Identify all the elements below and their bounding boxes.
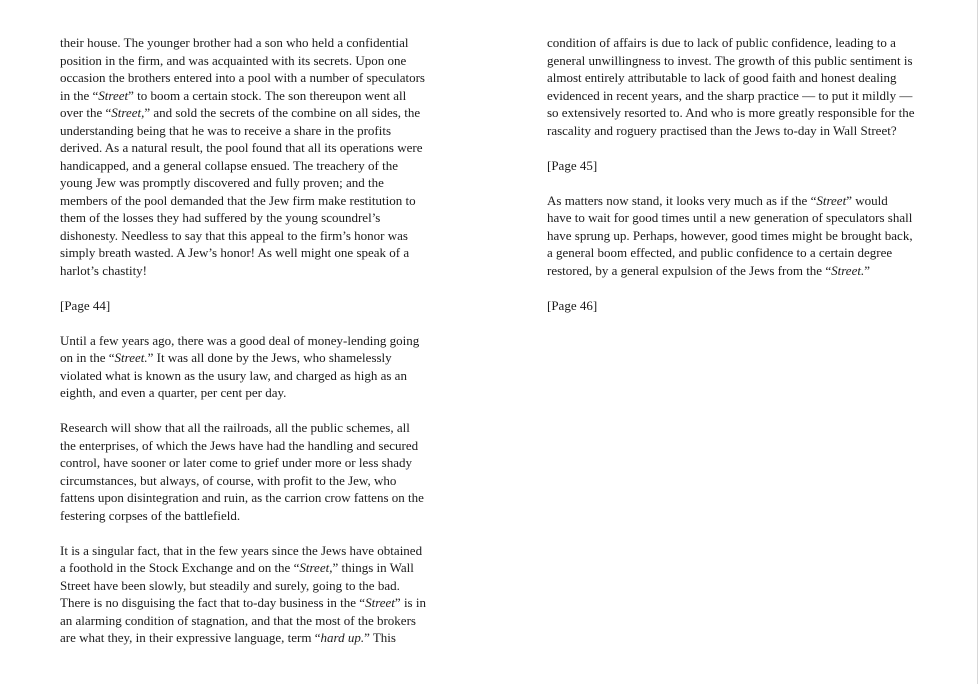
page-number-marker: [Page 44] (60, 297, 111, 313)
text-line (547, 227, 927, 245)
text-line (60, 192, 440, 210)
text-segment: evidenced in recent years, and the sharp practice — to put it mildly — (547, 87, 913, 103)
body-paragraph (60, 332, 440, 402)
text-segment: ” to boom a certain stock. The son thereupon went all (128, 87, 407, 103)
italic-text-segment: Street, (111, 105, 145, 120)
text-segment: ” and sold the secrets of the combine on all sides, the (144, 105, 421, 120)
text-line (60, 542, 440, 560)
text-line (547, 69, 927, 87)
right-page-column (547, 34, 927, 332)
text-line (60, 367, 440, 385)
text-line (60, 384, 440, 402)
text-segment: condition of affairs is due to lack of public confidence, leading to a (547, 35, 896, 50)
body-paragraph (547, 192, 927, 280)
text-line (60, 454, 440, 472)
text-line (60, 69, 440, 87)
text-line (60, 244, 440, 262)
italic-text-segment: Street (98, 87, 129, 103)
text-segment: a foothold in the Stock Exchange and on the “ (60, 560, 300, 575)
text-line (60, 122, 440, 140)
text-line (547, 262, 927, 280)
text-segment: a general boom effected, and public confidence to a certain degree (547, 245, 893, 260)
text-segment: on in the “ (60, 350, 115, 365)
italic-text-segment: Street (365, 595, 395, 610)
text-line (547, 52, 927, 70)
text-line (60, 559, 440, 577)
text-segment: Until a few years ago, there was a good deal of money-lending going (60, 332, 420, 348)
text-line (547, 244, 927, 262)
text-segment: ” is in (394, 595, 426, 610)
text-segment: There is no disguising the fact that to-day business in the “ (60, 595, 366, 610)
text-segment: occasion the brothers entered into a pool with a number of speculators (60, 70, 425, 85)
text-line (60, 437, 440, 455)
text-segment: have to wait for good times until a new generation of speculators shall (547, 210, 913, 225)
text-line (547, 209, 927, 227)
text-segment: over the “ (60, 105, 112, 120)
text-segment: general unwillingness to invest. The growth of this public sentiment is (547, 52, 913, 68)
text-segment: an alarming condition of stagnation, and that the most of the brokers (60, 612, 416, 628)
text-line (60, 612, 440, 630)
text-segment: are what they, in their expressive language, term “ (60, 630, 321, 645)
text-line (547, 87, 927, 105)
text-segment: eighth, and even a quarter, per cent per day. (60, 385, 287, 400)
text-segment: fattens upon disintegration and ruin, as the carrion crow fattens on the (60, 490, 424, 505)
text-segment: almost entirely attributable to lack of good faith and honest dealing (547, 70, 897, 85)
text-segment: dishonesty. Needless to say that this appeal to the firm’s honor was (60, 227, 408, 243)
text-segment: the enterprises, of which the Jews have had the handling and secured (60, 437, 419, 453)
page-number-marker: [Page 45] (547, 157, 598, 173)
text-line (60, 577, 440, 595)
text-line (60, 227, 440, 245)
text-segment: ” would (846, 192, 888, 208)
text-segment: It is a singular fact, that in the few years since the Jews have obtained (60, 542, 423, 558)
text-segment: them of the losses they had suffered by the young scoundrel’s (60, 210, 381, 225)
page-number-marker: [Page 46] (547, 297, 598, 313)
text-segment: in the “ (60, 87, 99, 103)
text-segment: their house. The younger brother had a son who held a confidential (60, 35, 409, 50)
text-segment: young Jew was promptly discovered and fully proven; and the (60, 175, 384, 190)
text-line (60, 262, 440, 280)
text-line (60, 332, 440, 350)
italic-text-segment: Street, (299, 560, 333, 575)
text-line (60, 174, 440, 192)
text-segment: ” This (364, 630, 396, 645)
left-page-column (60, 34, 440, 664)
body-paragraph (547, 34, 927, 139)
text-segment: understanding being that he was to receive a share in the profits (60, 122, 392, 138)
page-edge-divider (977, 0, 978, 684)
text-segment: so extensively resorted to. And who is more greatly responsible for the (547, 105, 915, 120)
text-line (60, 629, 440, 647)
text-line (60, 87, 440, 105)
text-segment: Street have been slowly, but steadily and surely, going to the bad. (60, 577, 400, 593)
text-segment: position in the firm, and was acquainted with its secrets. Upon one (60, 52, 407, 68)
text-segment: circumstances, but always, of course, with profit to the Jew, who (60, 472, 397, 488)
text-segment: Research will show that all the railroads, all the public schemes, all (60, 420, 410, 435)
text-line (547, 122, 927, 140)
text-segment: have sprung up. Perhaps, however, good times might be brought back, (547, 227, 913, 243)
text-line (60, 349, 440, 367)
text-segment: festering corpses of the battlefield. (60, 507, 241, 523)
text-segment: simply breath wasted. A Jew’s honor! As well might one speak of a (60, 245, 410, 260)
text-line (60, 594, 440, 612)
text-segment: ” (864, 262, 870, 278)
text-line (60, 489, 440, 507)
text-line (547, 192, 927, 210)
text-segment: handicapped, and a general collapse ensued. The treachery of the (60, 157, 398, 173)
italic-text-segment: Street (816, 192, 847, 208)
italic-text-segment: Street. (114, 350, 148, 365)
italic-text-segment: Street. (831, 262, 865, 278)
text-segment: ” It was all done by the Jews, who shamelessly (147, 350, 392, 365)
text-segment: rascality and roguery practised than the Jews to-day in Wall Street? (547, 122, 897, 138)
body-paragraph (60, 419, 440, 524)
text-segment: derived. As a natural result, the pool found that all its operations were (60, 140, 423, 155)
text-line (60, 34, 440, 52)
text-line (60, 209, 440, 227)
text-line (547, 104, 927, 122)
text-line (60, 507, 440, 525)
text-segment: members of the pool demanded that the Jew firm make restitution to (60, 192, 416, 208)
text-line (60, 472, 440, 490)
text-line (60, 139, 440, 157)
body-paragraph (60, 34, 440, 279)
text-line (547, 34, 927, 52)
text-segment: restored, by a general expulsion of the Jews from the “ (547, 262, 832, 278)
text-segment: control, have sooner or later come to grief under more or less shady (60, 455, 412, 470)
text-line (60, 104, 440, 122)
text-line (60, 157, 440, 175)
text-segment: As matters now stand, it looks very much as if the “ (547, 192, 817, 208)
text-segment: ” things in Wall (332, 560, 414, 575)
text-segment: harlot’s chastity! (60, 262, 148, 278)
body-paragraph (60, 542, 440, 647)
text-line (60, 419, 440, 437)
italic-text-segment: hard up. (320, 630, 365, 645)
text-line (60, 52, 440, 70)
text-segment: violated what is known as the usury law, and charged as high as an (60, 367, 407, 383)
